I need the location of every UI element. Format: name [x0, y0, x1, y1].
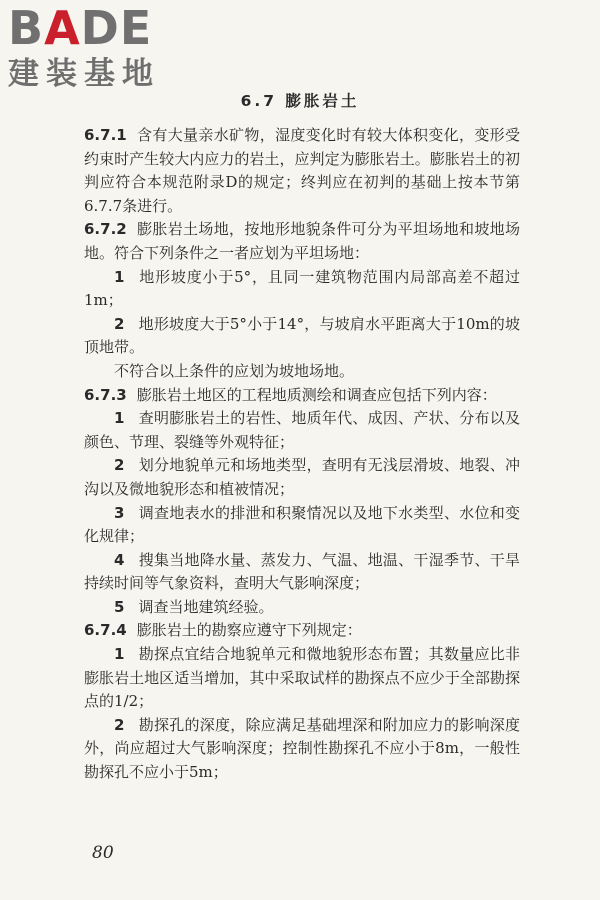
section-title: 6.7 膨胀岩土 — [240, 92, 360, 110]
paragraph-text: 膨胀岩土的勘察应遵守下列规定： — [136, 621, 362, 640]
clause-paragraph — [84, 218, 520, 265]
list-item — [84, 596, 520, 620]
clause-paragraph — [84, 619, 520, 643]
paragraph-text: 搜集当地降水量、蒸发力、气温、地温、干湿季节、干旱持续时间等气象资料，查明大气影响深度； — [84, 550, 520, 593]
paragraph-text: 含有大量亲水矿物，湿度变化时有较大体积变化，变形受约束时产生较大内应力的岩土，应判定为膨胀岩土。膨胀岩土的初判应符合本规范附录D的规定；终判应在初判的基础上按本节第6.7.7条进行。 — [84, 126, 520, 215]
item-number: 2 — [114, 715, 125, 734]
page-number: 80 — [92, 843, 114, 863]
list-item — [84, 502, 520, 549]
document-body — [84, 124, 520, 785]
list-item — [84, 313, 520, 360]
item-number: 4 — [114, 550, 125, 569]
list-item — [84, 266, 520, 313]
list-item — [84, 714, 520, 785]
item-number: 5 — [114, 597, 125, 616]
clause-paragraph — [84, 124, 520, 218]
paragraph-text: 勘探孔的深度，除应满足基础埋深和附加应力的影响深度外，尚应超过大气影响深度；控制性勘探孔不应小于8m，一般性勘探孔不应小于5m； — [84, 715, 520, 782]
item-number: 1 — [114, 267, 125, 286]
clause-number: 6.7.3 — [84, 385, 127, 404]
clause-paragraph — [84, 384, 520, 408]
paragraph — [84, 360, 520, 384]
clause-number: 6.7.4 — [84, 621, 127, 640]
paragraph-text: 划分地貌单元和场地类型，查明有无浅层滑坡、地裂、冲沟以及微地貌形态和植被情况； — [84, 456, 520, 498]
list-item — [84, 454, 520, 501]
paragraph-text: 查明膨胀岩土的岩性、地质年代、成因、产状、分布以及颜色、节理、裂缝等外观特征； — [84, 409, 520, 451]
paragraph-text: 不符合以上条件的应划为坡地场地。 — [114, 361, 355, 380]
item-number: 2 — [114, 456, 125, 475]
paragraph-text: 地形坡度小于5°，且同一建筑物范围内局部高差不超过1m； — [84, 267, 520, 310]
paragraph-text: 调查地表水的排泄和积聚情况以及地下水类型、水位和变化规律； — [84, 503, 520, 546]
list-item — [84, 549, 520, 596]
list-item — [84, 407, 520, 454]
item-number: 1 — [114, 409, 125, 428]
item-number: 1 — [114, 645, 125, 664]
item-number: 3 — [114, 503, 125, 522]
list-item — [84, 643, 520, 714]
logo-subtitle: 建装基地 — [8, 56, 160, 92]
paragraph-text: 膨胀岩土场地，按地形地貌条件可分为平坦场地和坡地场地。符合下列条件之一者应划为平坦场地： — [84, 220, 520, 262]
paragraph-text: 地形坡度大于5°小于14°，与坡肩水平距离大于10m的坡顶地带。 — [84, 314, 520, 357]
paragraph-text: 勘探点宜结合地貌单元和微地貌形态布置；其数量应比非膨胀岩土地区适当增加，其中采取试样的勘探点不应少于全部勘探点的1/2； — [84, 645, 520, 711]
paragraph-text: 调查当地建筑经验。 — [138, 597, 274, 616]
paragraph-text: 膨胀岩土地区的工程地质测绘和调查应包括下列内容： — [136, 385, 497, 404]
clause-number: 6.7.1 — [84, 126, 127, 144]
logo-wordmark: BADE — [8, 1, 153, 55]
clause-number: 6.7.2 — [84, 220, 127, 239]
item-number: 2 — [114, 314, 125, 333]
logo — [8, 2, 184, 92]
